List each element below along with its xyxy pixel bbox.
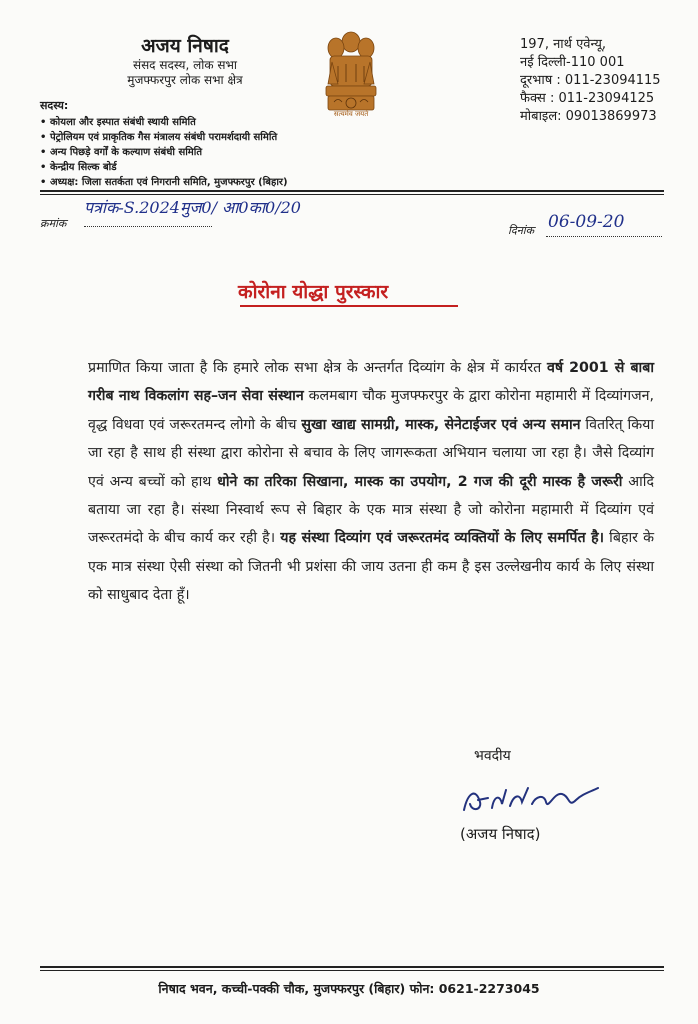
committee-item: • केन्द्रीय सिल्क बोर्ड (40, 160, 330, 175)
body-text-2: कलमबाग चौक मुजफ्फरपुर के द्वारा कोरोना महामारी में दिव्यांगजन, वृद्ध विधवा एवं जरूरतमन्द लोगो के बीच (88, 388, 654, 433)
body-bold-4: यह संस्था दिव्यांग एवं जरूरतमंद व्यक्तियों के लिए समर्पित है। (280, 530, 605, 547)
mobile-label: मोबाइल (520, 109, 558, 124)
reference-dotted-line (84, 226, 212, 227)
members-title: सदस्य: (40, 99, 69, 112)
letter-heading: कोरोना योद्धा पुरस्कार (238, 281, 389, 303)
phone-row: दूरभाष : 011-23094115 (520, 73, 661, 88)
body-text-4: आदि बताया जा रहा है। संस्था निस्वार्थ रूप से बिहार के एक मात्र संस्था है जो कोरोना महामारी में दिव्यांग एवं जरूरतमंदो के बीच कार्य कर रही है। (88, 473, 654, 547)
signature-icon (458, 780, 608, 820)
footer-rule-thin (40, 970, 664, 971)
phone-label: दूरभाष (520, 73, 553, 88)
header-rule-thin (40, 194, 664, 195)
mobile-row: मोबाइल: 09013869973 (520, 109, 657, 124)
letterhead-right (520, 36, 690, 126)
address-line-2: नई दिल्ली-110 001 (520, 55, 625, 70)
kramank-label: क्रमांक (40, 217, 67, 230)
reference-number: पत्रांक-S.2024मुज0/ आ0का0/20 (84, 198, 301, 217)
letter-date: 06-09-20 (548, 212, 625, 232)
sender-constituency: मुजफ्फरपुर लोक सभा क्षेत्र (127, 73, 243, 87)
address-line-1: 197, नार्थ एवेन्यू, (520, 37, 607, 52)
closing-salutation: भवदीय (474, 748, 511, 764)
fax-label: फैक्स (520, 91, 546, 106)
signee-name: (अजय निषाद) (460, 825, 541, 843)
committee-item: • अध्यक्ष: जिला सतर्कता एवं निगरानी समिति, मुजफ्फरपुर (बिहार) (40, 175, 330, 190)
committee-item: • पेट्रोलियम एवं प्राकृतिक गैस मंत्रालय संबंधी परामर्शदायी समिति (40, 130, 330, 145)
committee-list (40, 115, 330, 190)
body-text-3: वितरित् किया जा रहा है साथ ही संस्था द्वारा कोरोना से बचाव के लिए जागरूकता अभियान चलाया जा रहा है। जैसे दिव्यांग एवं अन्य बच्चों को हाथ (88, 416, 654, 490)
footer-rule (40, 966, 664, 968)
emblem-caption: सत्यमेव जयते (333, 110, 369, 118)
body-bold-3: धोने का तरिका सिखाना, मास्क का उपयोग, 2 गज की दूरी मास्क है जरूरी (217, 473, 623, 490)
body-text-1: प्रमाणित किया जाता है कि हमारे लोक सभा क्षेत्र के अन्तर्गत दिव्यांग के क्षेत्र में कार्यरत (88, 360, 547, 376)
letterhead-left (40, 32, 330, 190)
fax-value: 011-23094125 (558, 91, 655, 106)
body-bold-1: वर्ष 2001 से बाबा गरीब नाथ विकलांग सह–जन सेवा संस्थान (88, 360, 654, 405)
dinank-label: दिनांक (508, 224, 535, 237)
sender-designation: संसद सदस्य, लोक सभा (132, 58, 238, 72)
committee-item: • अन्य पिछड़े वर्गों के कल्याण संबंधी समिति (40, 145, 330, 160)
body-text-5: बिहार के एक मात्र संस्था ऐसी संस्था को जितनी भी प्रशंसा की जाय उतना ही कम है इस उल्लेखनीय कार्य के लिए संस्था को साधुबाद देता हूँ। (88, 530, 654, 604)
body-bold-2: सुखा खाद्य सामग्री, मास्क, सेनेटाईजर एवं अन्य समान (301, 416, 581, 433)
footer-address: निषाद भवन, कच्ची-पक्की चौक, मुजफ्फरपुर (बिहार) फोन: 0621-2273045 (158, 981, 540, 996)
letter-body (88, 354, 654, 610)
fax-row: फैक्स : 011-23094125 (520, 91, 655, 106)
phone-value: 011-23094115 (564, 73, 661, 88)
committee-item: • कोयला और इस्पात संबंधी स्थायी समिति (40, 115, 330, 130)
header-rule (40, 190, 664, 192)
mobile-value: 09013869973 (565, 109, 657, 124)
date-dotted-line (546, 236, 662, 237)
sender-name: अजय निषाद (141, 35, 229, 57)
heading-underline (240, 305, 458, 307)
